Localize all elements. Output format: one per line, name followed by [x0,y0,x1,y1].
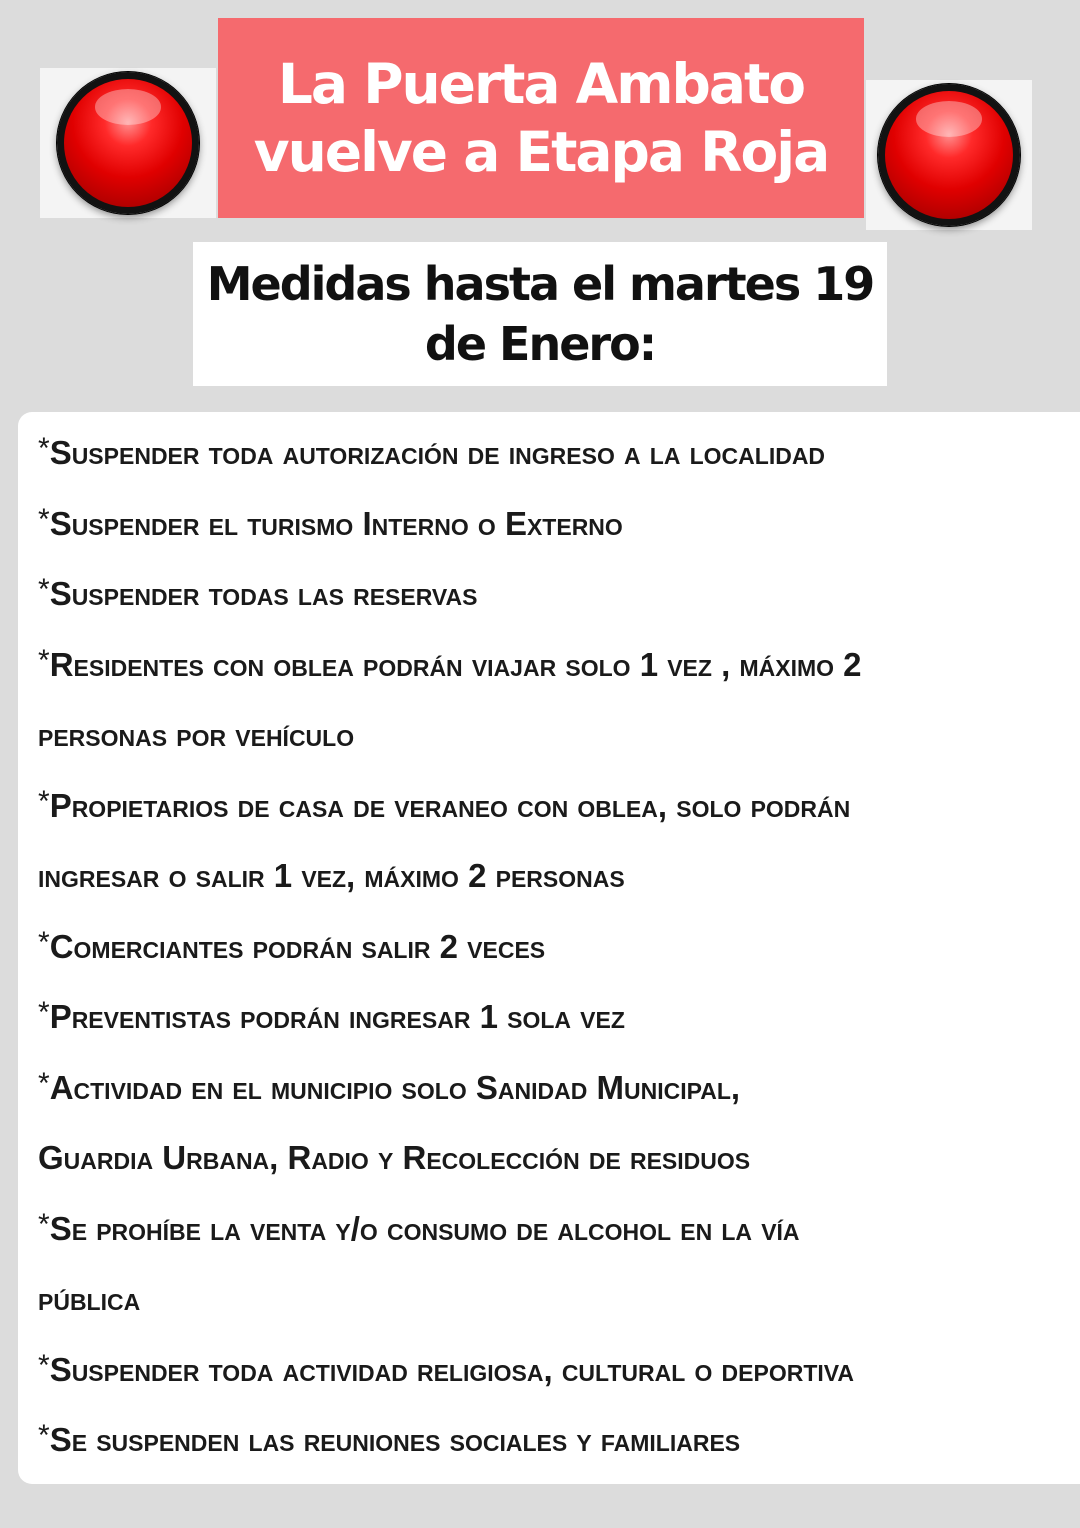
measure-text: Preventistas podrán ingresar 1 sola vez [49,998,625,1035]
measure-text: Guardia Urbana, Radio y Recolección de residuos [38,1139,751,1176]
measures-panel [18,412,1080,1484]
measure-text: Actividad en el municipio solo Sanidad Municipal, [49,1068,741,1106]
measure-text: Se prohíbe la venta y/o consumo de alcohol en la vía [49,1209,800,1247]
measure-text: Suspender todas las reservas [49,575,478,612]
measure-item [38,769,1078,840]
measure-item [38,416,1078,487]
measure-item-continuation [38,698,1078,769]
measure-marker: * [38,784,50,818]
measure-marker: * [38,1066,50,1100]
measure-text: pública [38,1280,141,1317]
measure-marker: * [38,925,50,959]
measure-marker: * [38,1207,50,1241]
red-light-icon [878,84,1020,226]
measures-list [38,416,1078,1474]
measure-text: Suspender el turismo Interno o Externo [49,504,623,542]
subtitle-box [193,242,887,386]
subtitle-line-1: Medidas hasta el martes 19 [206,257,874,311]
measure-item [38,980,1078,1051]
measure-item [38,628,1078,699]
measure-item [38,1333,1078,1404]
measure-marker: * [38,1419,50,1452]
measure-text: Suspender toda autorización de ingreso a la localidad [49,434,826,471]
measure-item [38,487,1078,558]
measure-marker: * [38,573,50,606]
measure-marker: * [38,996,50,1029]
measure-item-continuation [38,1262,1078,1333]
measure-text: personas por vehículo [38,716,355,753]
measure-text: Residentes con oblea podrán viajar solo 1 vez , máximo 2 [49,645,862,683]
measure-text: Se suspenden las reuniones sociales y familiares [49,1421,741,1458]
measure-item [38,1192,1078,1263]
subtitle-line-2: de Enero: [424,317,656,371]
measure-item [38,1403,1078,1474]
measure-marker: * [38,432,50,465]
measure-marker: * [38,643,50,677]
measure-marker: * [38,1348,50,1382]
right-light-box [866,80,1032,230]
measure-item [38,1051,1078,1122]
title-line-1: La Puerta Ambato [277,52,805,116]
title-line-2: vuelve a Etapa Roja [253,120,829,184]
measure-marker: * [38,502,50,536]
left-light-box [40,68,216,218]
measure-item-continuation [38,1121,1078,1192]
title-banner [218,18,864,218]
measure-text: Suspender toda actividad religiosa, cultural o deportiva [49,1350,855,1388]
measure-item [38,910,1078,981]
measure-item-continuation [38,839,1078,910]
measure-text: ingresar o salir 1 vez, máximo 2 personas [38,857,625,894]
measure-item [38,557,1078,628]
red-light-icon [57,72,199,214]
measure-text: Propietarios de casa de veraneo con oblea, solo podrán [49,786,851,824]
measure-text: Comerciantes podrán salir 2 veces [49,927,546,965]
